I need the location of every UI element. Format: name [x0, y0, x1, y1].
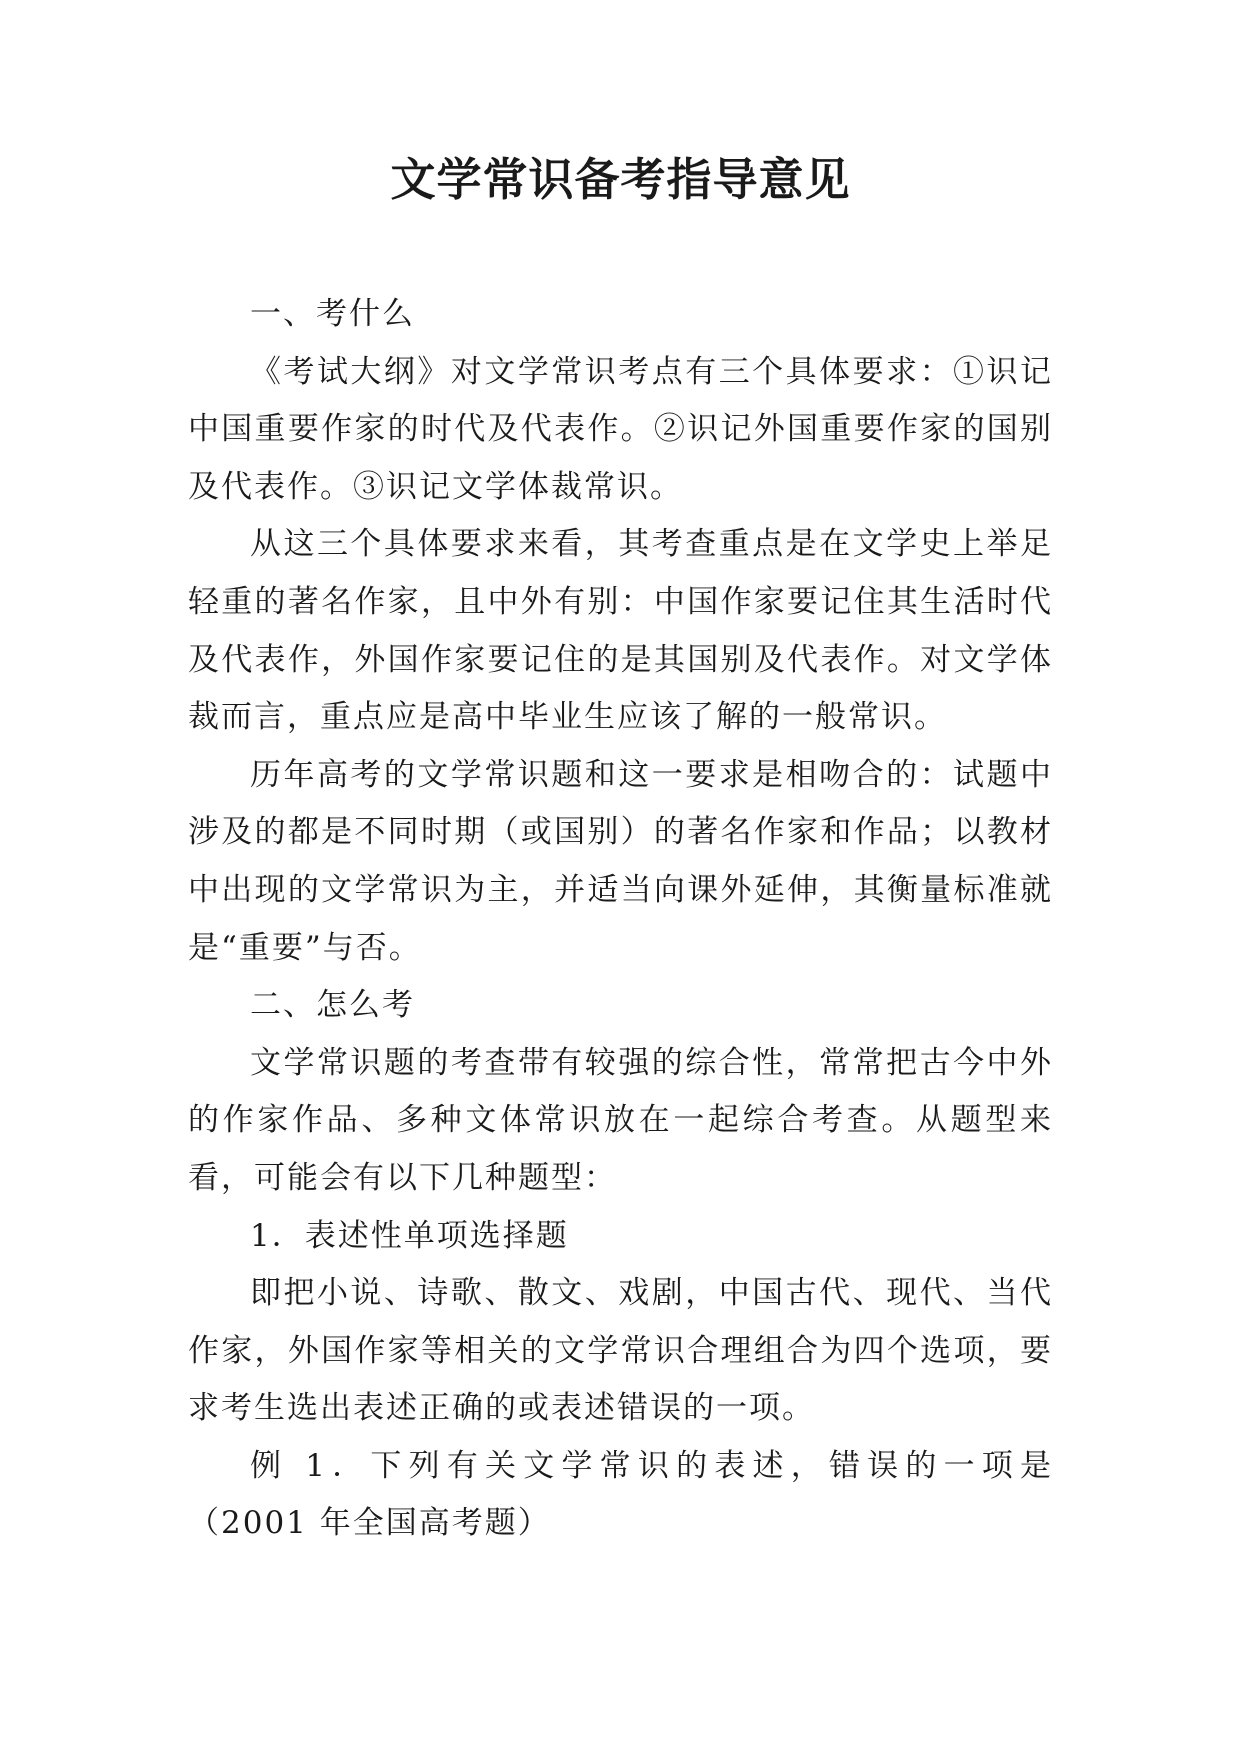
document-title: 文学常识备考指导意见: [390, 153, 851, 206]
paragraph-past-exams: 历年高考的文学常识题和这一要求是相吻合的：试题中涉及的都是不同时期（或国别）的著名作家和作品；以教材中出现的文学常识为主，并适当向课外延伸，其衡量标准就是“重要”与否。: [188, 756, 1053, 966]
paragraph-question-type-1-desc: 即把小说、诗歌、散文、戏剧，中国古代、现代、当代作家，外国作家等相关的文学常识合理组合为四个选项，要求考生选出表述正确的或表述错误的一项。: [188, 1275, 1053, 1427]
paragraph-focus-analysis: 从这三个具体要求来看，其考查重点是在文学史上举足轻重的著名作家，且中外有别：中国作家要记住其生活时代及代表作，外国作家要记住的是其国别及代表作。对文学体裁而言，重点应是高中毕业生应该了解的一般常识。: [188, 526, 1053, 736]
section-heading-how-to-test: 二、怎么考: [250, 987, 415, 1024]
paragraph-question-types-intro: 文学常识题的考查带有较强的综合性，常常把古今中外的作家作品、多种文体常识放在一起综合考查。从题型来看，可能会有以下几种题型：: [188, 1044, 1053, 1196]
section-heading-what-to-test: 一、考什么: [250, 296, 415, 332]
paragraph-syllabus-requirements: 《考试大纲》对文学常识考点有三个具体要求：①识记中国重要作家的时代及代表作。②识记外国重要作家的国别及代表作。③识记文学体裁常识。: [188, 353, 1053, 505]
subheading-question-type-1: 1．表述性单项选择题: [250, 1217, 569, 1254]
document-body: [188, 286, 1053, 1553]
paragraph-example-1: 例 1．下列有关文学常识的表述，错误的一项是（2001 年全国高考题）: [188, 1447, 1053, 1542]
